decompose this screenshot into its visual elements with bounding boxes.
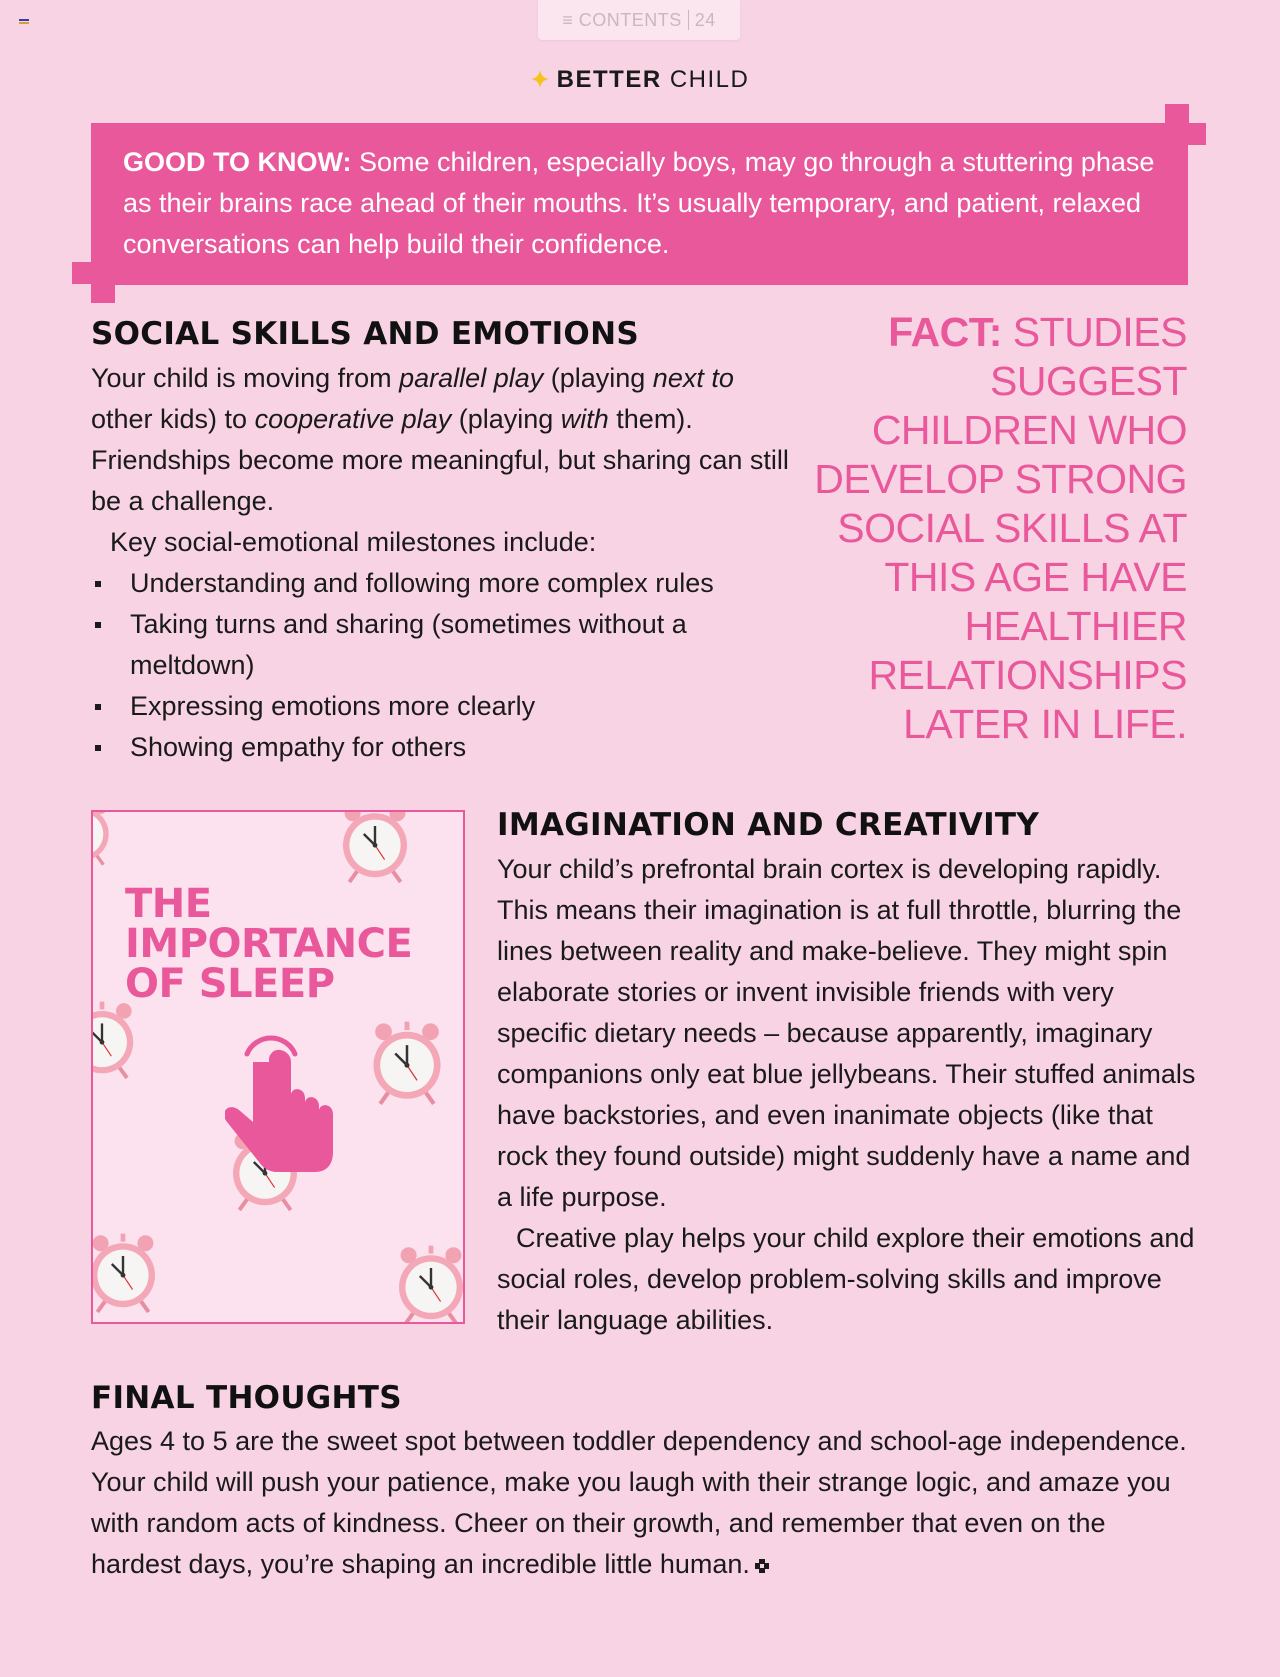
fact-quote (787, 308, 1187, 749)
text-run: Your child is moving from (91, 363, 400, 393)
bullet-icon (95, 745, 101, 751)
alarm-clock-icon (91, 1000, 141, 1082)
list-item-text: Understanding and following more complex rules (130, 568, 714, 598)
imagination-paragraph-2: Creative play helps your child explore their emotions and social roles, develop problem-solving skills and improve their language abilities. (497, 1223, 1195, 1335)
imagination-body (497, 849, 1197, 1341)
end-mark-icon (754, 1558, 770, 1574)
decor-square (1186, 123, 1206, 145)
title-line: IMPORTANCE (125, 921, 413, 967)
brand-light: CHILD (669, 66, 750, 93)
text-run: (playing (543, 363, 653, 393)
fact-label: FACT: (888, 309, 1002, 355)
contents-label[interactable]: ≡ CONTENTS (562, 9, 682, 30)
bullet-icon (95, 581, 101, 587)
text-run: next to (652, 363, 734, 393)
section-header (0, 66, 1280, 94)
final-text: Ages 4 to 5 are the sweet spot between toddler dependency and school-age independence. Your child will push your patience, make you laugh with their strange logic, and amaze you with random acts of kindness. Cheer on their growth, and remember that even on the hardest days, you’re shaping an incredible little human. (91, 1426, 1187, 1579)
alarm-clock-icon (391, 1244, 465, 1324)
title-line: THE (125, 881, 212, 927)
milestones-intro: Key social-emotional milestones include: (110, 527, 597, 557)
text-run: parallel play (399, 363, 544, 393)
milestone-list (91, 563, 791, 768)
text-run: (playing (451, 404, 561, 434)
list-item (91, 604, 791, 686)
fact-text: STUDIES SUGGEST CHILDREN WHO DEVELOP STRONG SOCIAL SKILLS AT THIS AGE HAVE HEALTHIER RELATIONSHIPS LATER IN LIFE. (814, 309, 1187, 747)
list-item (91, 686, 791, 727)
final-paragraph (91, 1421, 1201, 1585)
alarm-clock-icon (365, 1020, 449, 1108)
good-to-know-text (123, 142, 1173, 265)
bullet-icon (95, 622, 101, 628)
final-heading: FINAL THOUGHTS (91, 1380, 402, 1416)
tap-hand-icon (225, 1024, 350, 1174)
decor-square (91, 282, 115, 303)
title-line: OF SLEEP (125, 961, 335, 1007)
importance-of-sleep-card[interactable] (91, 810, 465, 1324)
list-item (91, 563, 791, 604)
final-body (91, 1421, 1201, 1585)
alarm-clock-icon (91, 810, 117, 868)
good-to-know-body: Some children, especially boys, may go through a stuttering phase as their brains race ahead of their mouths. It’s usually temporary, and patient, relaxed conversations can help build their confidence. (123, 147, 1155, 259)
list-item (91, 727, 791, 768)
bullet-icon (95, 704, 101, 710)
brand-bold: BETTER (556, 66, 662, 93)
sleep-card-title (125, 881, 413, 1007)
social-paragraph (91, 358, 791, 522)
list-item-text: Expressing emotions more clearly (130, 691, 536, 721)
list-item-text: Taking turns and sharing (sometimes without a meltdown) (130, 609, 687, 680)
text-run: cooperative play (254, 404, 452, 434)
text-run: them). Friendships become more meaningful, but sharing can still be a challenge. (91, 404, 789, 516)
divider (688, 10, 689, 30)
decor-square (72, 262, 94, 284)
page-number: 24 (694, 9, 716, 30)
text-run: other kids) to (91, 404, 255, 434)
sparkle-icon (531, 70, 549, 88)
good-to-know-label: GOOD TO KNOW: (123, 147, 352, 177)
imagination-paragraph-1: Your child’s prefrontal brain cortex is developing rapidly. This means their imagination is at full throttle, blurring the lines between reality and make-believe. They might spin elaborate stories or invent invisible friends with very specific dietary needs – because apparently, imaginary companions only eat blue jellybeans. Their stuffed animals have backstories, and even inanimate objects (like that rock they found outside) might suddenly have a name and a life purpose. (497, 854, 1196, 1212)
text-run: with (560, 404, 609, 434)
list-item-text: Showing empathy for others (130, 732, 467, 762)
alarm-clock-icon (91, 1232, 163, 1316)
contents-tab[interactable] (538, 0, 740, 40)
alarm-clock-icon (335, 810, 415, 886)
social-body (91, 358, 791, 768)
menu-icon[interactable] (19, 19, 29, 27)
imagination-heading: IMAGINATION AND CREATIVITY (497, 807, 1040, 843)
social-heading: SOCIAL SKILLS AND EMOTIONS (91, 316, 639, 352)
